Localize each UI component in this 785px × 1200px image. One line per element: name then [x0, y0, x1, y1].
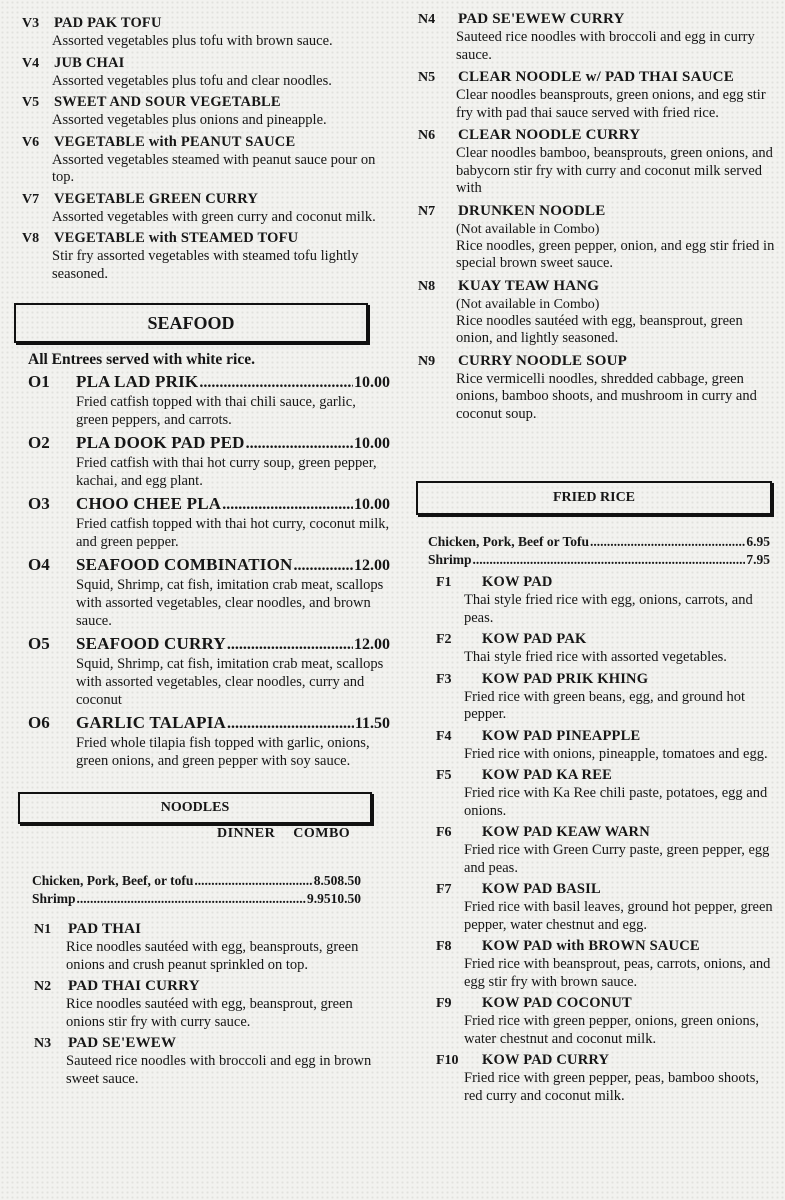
- item-name: PAD SE'EWEW CURRY: [458, 11, 625, 27]
- item-description: Rice vermicelli noodles, shredded cabbage, green onions, bamboo shoots, and mushroom in curry and coconut soup.: [456, 370, 757, 422]
- item-name: KOW PAD CURRY: [482, 1052, 610, 1068]
- item-code: F1: [436, 575, 452, 590]
- menu-item: [418, 352, 776, 424]
- item-description: Fried rice with Ka Ree chili paste, potatoes, egg and onions.: [464, 785, 768, 819]
- item-name: KOW PAD: [482, 574, 553, 590]
- item-code: N4: [418, 12, 436, 27]
- item-code: V8: [22, 231, 40, 246]
- item-code: N1: [34, 922, 52, 937]
- noodles-heading: NOODLES: [18, 792, 372, 824]
- item-description: Fried rice with onions, pineapple, tomatoes and egg.: [464, 745, 768, 762]
- item-code: V3: [22, 16, 40, 31]
- menu-item: [22, 493, 390, 551]
- menu-item: [418, 670, 776, 724]
- item-name: DRUNKEN NOODLE: [458, 202, 606, 219]
- item-price: 10.00: [354, 496, 390, 513]
- item-price: 12.00: [354, 557, 390, 574]
- item-description: Stir fry assorted vegetables with steamed tofu lightly seasoned.: [52, 248, 359, 282]
- item-name: SEAFOOD COMBINATION: [76, 555, 293, 574]
- item-description: Fried rice with basil leaves, ground hot pepper, green pepper, water chestnut and egg.: [464, 899, 773, 933]
- item-name: CLEAR NOODLE w/ PAD THAI SAUCE: [458, 69, 734, 85]
- price-row: [32, 872, 377, 890]
- item-name: PAD THAI CURRY: [68, 978, 200, 994]
- menu-item: [418, 994, 776, 1048]
- dinner-price: 8.50: [313, 873, 338, 888]
- menu-item: [22, 432, 390, 490]
- leader-dots: [227, 713, 354, 734]
- menu-item: [418, 277, 776, 348]
- item-description: Fried rice with beansprout, peas, carrots, onions, and egg stir fry with brown sauce.: [464, 956, 771, 990]
- menu-item: [22, 371, 390, 429]
- leader-dots: [222, 494, 353, 515]
- item-description: Assorted vegetables with green curry and coconut milk.: [52, 208, 376, 225]
- item-description: Thai style fried rice with egg, onions, carrots, and peas.: [464, 592, 753, 626]
- noodles-price-table: [22, 872, 377, 908]
- menu-item: [418, 573, 776, 627]
- menu-item: [418, 68, 776, 122]
- menu-item: [418, 126, 776, 198]
- item-code: F6: [436, 825, 452, 840]
- item-name: VEGETABLE GREEN CURRY: [54, 190, 259, 207]
- fried-rice-list: [418, 573, 776, 1105]
- item-code: N5: [418, 70, 436, 85]
- dinner-column-label: DINNER: [217, 826, 276, 841]
- item-code: O3: [28, 494, 50, 513]
- menu-item: [418, 630, 776, 667]
- item-name: CHOO CHEE PLA: [76, 494, 222, 513]
- menu-item: [418, 766, 776, 820]
- item-description: Clear noodles bamboo, beansprouts, green onions, and babycorn stir fry with curry and coconut milk served with: [456, 145, 773, 196]
- leader-dots: [199, 372, 353, 393]
- menu-item: [22, 54, 390, 91]
- price-label: Shrimp: [32, 891, 76, 906]
- left-column: [22, 14, 390, 1091]
- item-name: JUB CHAI: [54, 54, 125, 71]
- menu-item: [22, 133, 390, 187]
- item-code: O2: [28, 433, 50, 452]
- fried-rice-price-table: [428, 533, 770, 569]
- item-name: PAD THAI: [68, 921, 142, 937]
- price-row: [428, 533, 770, 551]
- item-description: Thai style fried rice with assorted vegetables.: [464, 649, 727, 665]
- item-description: Sauteed rice noodles with broccoli and egg in curry sauce.: [456, 29, 755, 63]
- price-value: 6.95: [746, 534, 770, 549]
- menu-item: [22, 554, 390, 630]
- menu-item: [22, 920, 390, 974]
- item-code: N8: [418, 278, 436, 294]
- fried-rice-heading: FRIED RICE: [416, 481, 772, 515]
- item-description: Assorted vegetables steamed with peanut sauce pour on top.: [52, 151, 376, 185]
- item-description: Clear noodles beansprouts, green onions, and egg stir fry with pad thai sauce served with fried rice.: [456, 87, 766, 121]
- item-code: F4: [436, 728, 452, 744]
- item-name: KOW PAD PRIK KHING: [482, 670, 649, 687]
- noodles-price-columns: [217, 826, 390, 842]
- menu-item: [22, 229, 390, 283]
- menu-item: [22, 977, 390, 1031]
- menu-item: [418, 823, 776, 877]
- combo-price: 8.50: [337, 873, 361, 888]
- item-code: F5: [436, 768, 452, 783]
- item-description: Fried rice with green pepper, onions, green onions, water chestnut and coconut milk.: [464, 1013, 759, 1047]
- item-code: O4: [28, 555, 50, 574]
- leader-dots: [590, 533, 745, 551]
- item-name: GARLIC TALAPIA: [76, 713, 226, 732]
- item-description: Rice noodles sautéed with egg, beansprout, green onions stir fry with curry sauce.: [66, 996, 353, 1030]
- right-column: [418, 10, 776, 1108]
- leader-dots: [293, 555, 353, 576]
- item-code: N6: [418, 128, 436, 143]
- price-label: Chicken, Pork, Beef or Tofu: [428, 534, 590, 549]
- price-value: 7.95: [746, 552, 770, 567]
- item-code: V5: [22, 95, 40, 110]
- combo-price: 10.50: [330, 891, 361, 906]
- item-code: F9: [436, 996, 452, 1011]
- price-label: Shrimp: [428, 552, 472, 567]
- item-name: SEAFOOD CURRY: [76, 634, 226, 653]
- item-name: KUAY TEAW HANG: [458, 277, 600, 294]
- item-code: O1: [28, 372, 50, 391]
- item-description: Fried catfish with thai hot curry soup, green pepper, kachai, and egg plant.: [76, 455, 377, 489]
- item-name: PLA DOOK PAD PED: [76, 433, 245, 452]
- menu-item: [22, 633, 390, 709]
- item-name: CLEAR NOODLE CURRY: [458, 127, 641, 143]
- item-name: KOW PAD PINEAPPLE: [482, 727, 641, 744]
- seafood-subtitle: All Entrees served with white rice.: [28, 351, 255, 368]
- price-label: Chicken, Pork, Beef, or tofu: [32, 873, 194, 888]
- item-description: Fried rice with green pepper, peas, bamboo shoots, red curry and coconut milk.: [464, 1070, 759, 1104]
- item-description: Rice noodles sautéed with egg, beansprouts, green onions and crush peanut sprinkled on top.: [66, 939, 359, 973]
- item-description: Squid, Shrimp, cat fish, imitation crab meat, scallops with assorted vegetables, clear noodles, and brown sauce.: [76, 577, 384, 629]
- seafood-list: [22, 371, 390, 770]
- leader-dots: [77, 890, 306, 908]
- item-name: PAD SE'EWEW: [68, 1035, 177, 1051]
- noodles-list-left: [22, 920, 390, 1088]
- leader-dots: [473, 551, 746, 569]
- seafood-heading: SEAFOOD: [14, 303, 368, 343]
- menu-item: [418, 880, 776, 934]
- item-code: F8: [436, 939, 452, 954]
- price-row: [32, 890, 377, 908]
- item-price: 10.00: [354, 435, 390, 452]
- noodles-list-right: [418, 10, 776, 423]
- menu-item: [418, 727, 776, 764]
- item-price: 11.50: [354, 715, 390, 732]
- item-code: F10: [436, 1053, 459, 1068]
- item-name: KOW PAD KEAW WARN: [482, 824, 650, 840]
- item-name: KOW PAD KA REE: [482, 767, 612, 783]
- price-row: [428, 551, 770, 569]
- item-description: Assorted vegetables plus onions and pineapple.: [52, 112, 327, 128]
- item-code: N9: [418, 353, 436, 369]
- item-description: Sauteed rice noodles with broccoli and egg in brown sweet sauce.: [66, 1053, 372, 1087]
- menu-item: [418, 10, 776, 64]
- menu-item: [418, 937, 776, 991]
- item-name: CURRY NOODLE SOUP: [458, 352, 627, 369]
- item-description: Fried catfish topped with thai hot curry, coconut milk, and green pepper.: [76, 516, 390, 550]
- item-name: KOW PAD with BROWN SAUCE: [482, 938, 700, 954]
- item-code: N3: [34, 1036, 52, 1051]
- item-code: N2: [34, 979, 52, 994]
- item-code: V6: [22, 134, 40, 150]
- combo-column-label: COMBO: [293, 826, 351, 841]
- item-name: PAD PAK TOFU: [54, 15, 162, 31]
- dinner-price: 9.95: [307, 891, 331, 906]
- item-code: N7: [418, 203, 436, 219]
- item-name: KOW PAD COCONUT: [482, 995, 632, 1011]
- menu-item: [418, 1051, 776, 1105]
- item-code: V7: [22, 191, 40, 207]
- item-note: (Not available in Combo): [456, 221, 600, 237]
- item-code: V4: [22, 55, 40, 71]
- leader-dots: [246, 433, 353, 454]
- item-description: Squid, Shrimp, cat fish, imitation crab meat, scallops with assorted vegetables, clear noodles, curry and coconut: [76, 656, 384, 708]
- item-description: Rice noodles sautéed with egg, beansprout, green onion, and lightly seasoned.: [456, 312, 743, 346]
- vegetarian-list: [22, 14, 390, 283]
- menu-item: [22, 190, 390, 227]
- item-code: F7: [436, 882, 452, 897]
- item-description: Fried catfish topped with thai chili sauce, garlic, green peppers, and carrots.: [76, 394, 356, 428]
- item-name: PLA LAD PRIK: [76, 372, 199, 391]
- item-description: Fried rice with green beans, egg, and ground hot pepper.: [464, 688, 746, 722]
- menu-item: [418, 202, 776, 273]
- item-name: KOW PAD BASIL: [482, 881, 601, 897]
- item-code: F3: [436, 671, 452, 687]
- item-name: SWEET AND SOUR VEGETABLE: [54, 94, 281, 110]
- item-description: Assorted vegetables plus tofu with brown sauce.: [52, 33, 333, 49]
- item-name: VEGETABLE with PEANUT SAUCE: [54, 133, 296, 150]
- item-description: Assorted vegetables plus tofu and clear noodles.: [52, 72, 332, 89]
- item-name: KOW PAD PAK: [482, 631, 587, 647]
- item-description: Fried rice with Green Curry paste, green pepper, egg and peas.: [464, 842, 770, 876]
- item-description: Fried whole tilapia fish topped with garlic, onions, green onions, and green pepper with soy sauce.: [76, 735, 370, 769]
- item-code: O5: [28, 634, 50, 653]
- item-price: 12.00: [354, 636, 390, 653]
- item-code: O6: [28, 713, 50, 732]
- item-code: F2: [436, 632, 452, 647]
- menu-item: [22, 712, 390, 770]
- menu-item: [22, 14, 390, 51]
- item-note: (Not available in Combo): [456, 296, 600, 312]
- menu-item: [22, 1034, 390, 1088]
- item-name: VEGETABLE with STEAMED TOFU: [54, 230, 299, 246]
- item-description: Rice noodles, green pepper, onion, and egg stir fried in special brown sweet sauce.: [456, 237, 775, 271]
- item-price: 10.00: [354, 374, 390, 391]
- leader-dots: [227, 634, 353, 655]
- menu-item: [22, 93, 390, 130]
- leader-dots: [194, 872, 312, 890]
